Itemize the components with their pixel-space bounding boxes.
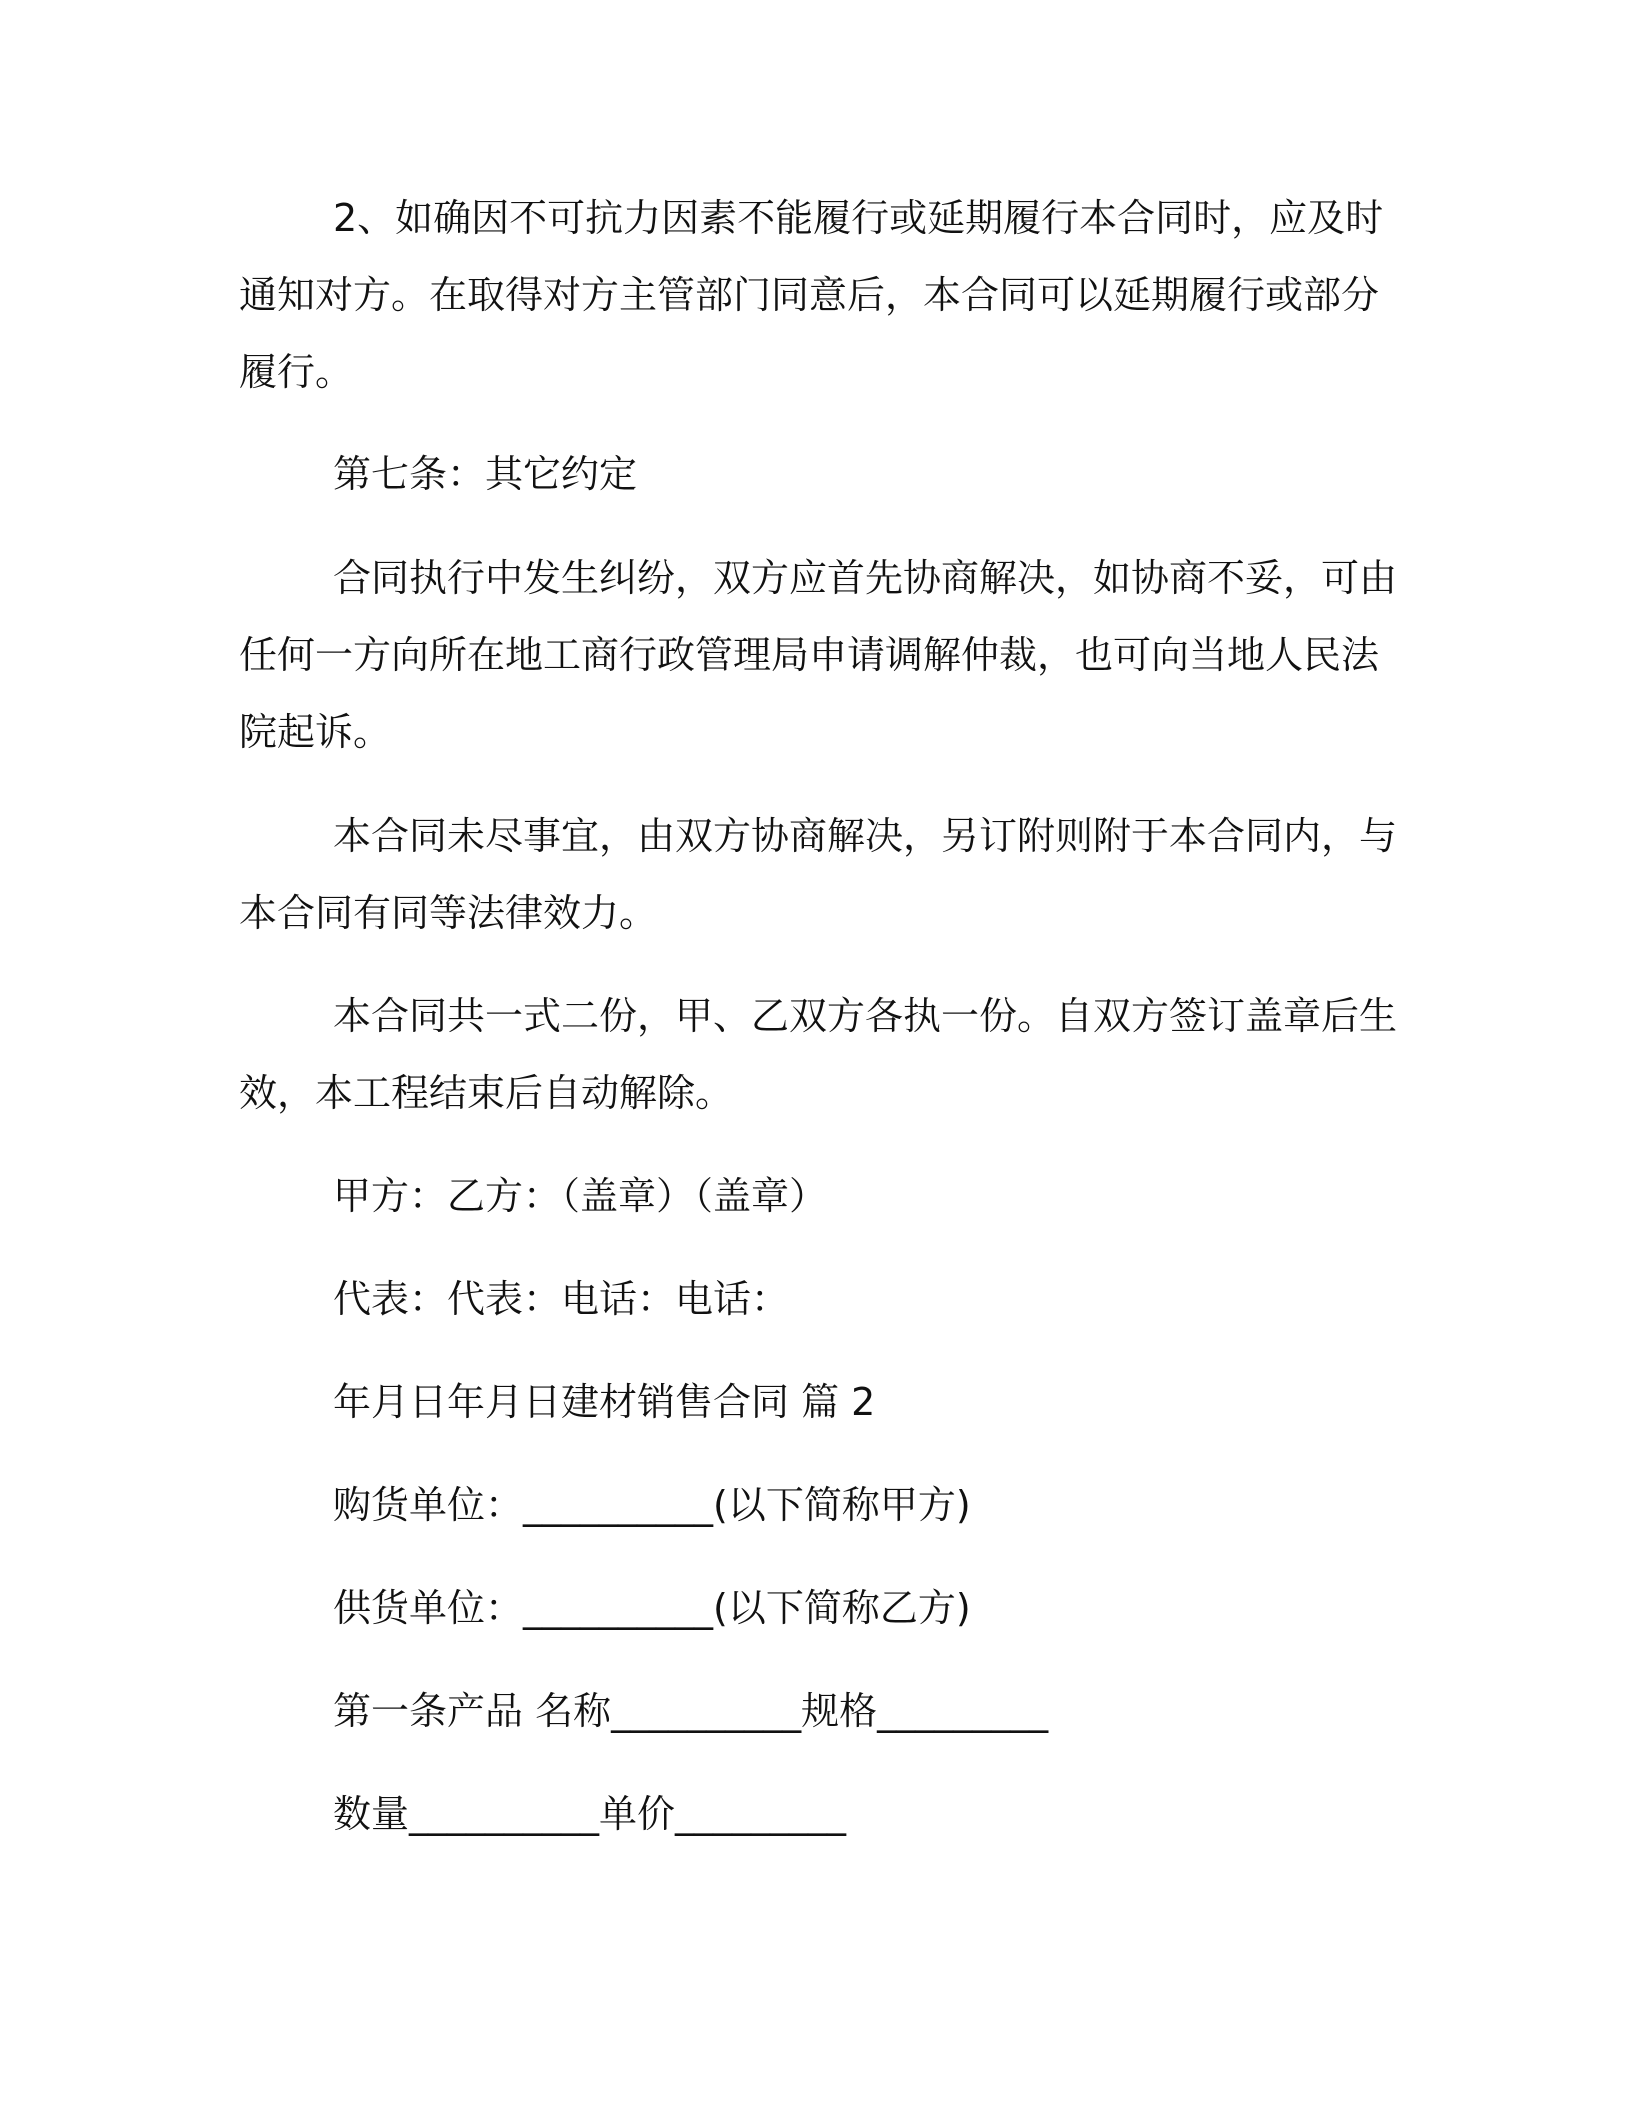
article-seven-heading: 第七条：其它约定 — [333, 452, 638, 496]
paragraph-force-majeure-line-3: 履行。 — [239, 350, 354, 394]
paragraph-unresolved-line-1: 本合同未尽事宜，由双方协商解决，另订附则附于本合同内，与 — [333, 814, 1398, 858]
paragraph-dispute-line-2: 任何一方向所在地工商行政管理局申请调解仲裁，也可向当地人民法 — [239, 633, 1380, 677]
paragraph-dispute-line-3: 院起诉。 — [239, 710, 392, 754]
buyer-line: 购货单位：__________(以下简称甲方) — [333, 1483, 971, 1527]
paragraph-copies-line-2: 效，本工程结束后自动解除。 — [239, 1071, 734, 1115]
quantity-line: 数量__________单价_________ — [333, 1792, 847, 1836]
paragraph-unresolved-line-2: 本合同有同等法律效力。 — [239, 891, 658, 935]
section-two-title: 年月日年月日建材销售合同 篇 2 — [333, 1380, 876, 1424]
paragraph-force-majeure-line-2: 通知对方。在取得对方主管部门同意后，本合同可以延期履行或部分 — [239, 273, 1380, 317]
representative-line: 代表：代表：电话：电话： — [333, 1277, 790, 1321]
paragraph-dispute-line-1: 合同执行中发生纠纷，双方应首先协商解决，如协商不妥，可由 — [333, 556, 1398, 600]
signature-line: 甲方：乙方：（盖章）（盖章） — [333, 1174, 828, 1218]
paragraph-force-majeure-line-1: 2、如确因不可抗力因素不能履行或延期履行本合同时，应及时 — [333, 196, 1384, 240]
supplier-line: 供货单位：__________(以下简称乙方) — [333, 1586, 971, 1630]
paragraph-copies-line-1: 本合同共一式二份，甲、乙双方各执一份。自双方签订盖章后生 — [333, 994, 1398, 1038]
product-line: 第一条产品 名称__________规格_________ — [333, 1689, 1049, 1733]
